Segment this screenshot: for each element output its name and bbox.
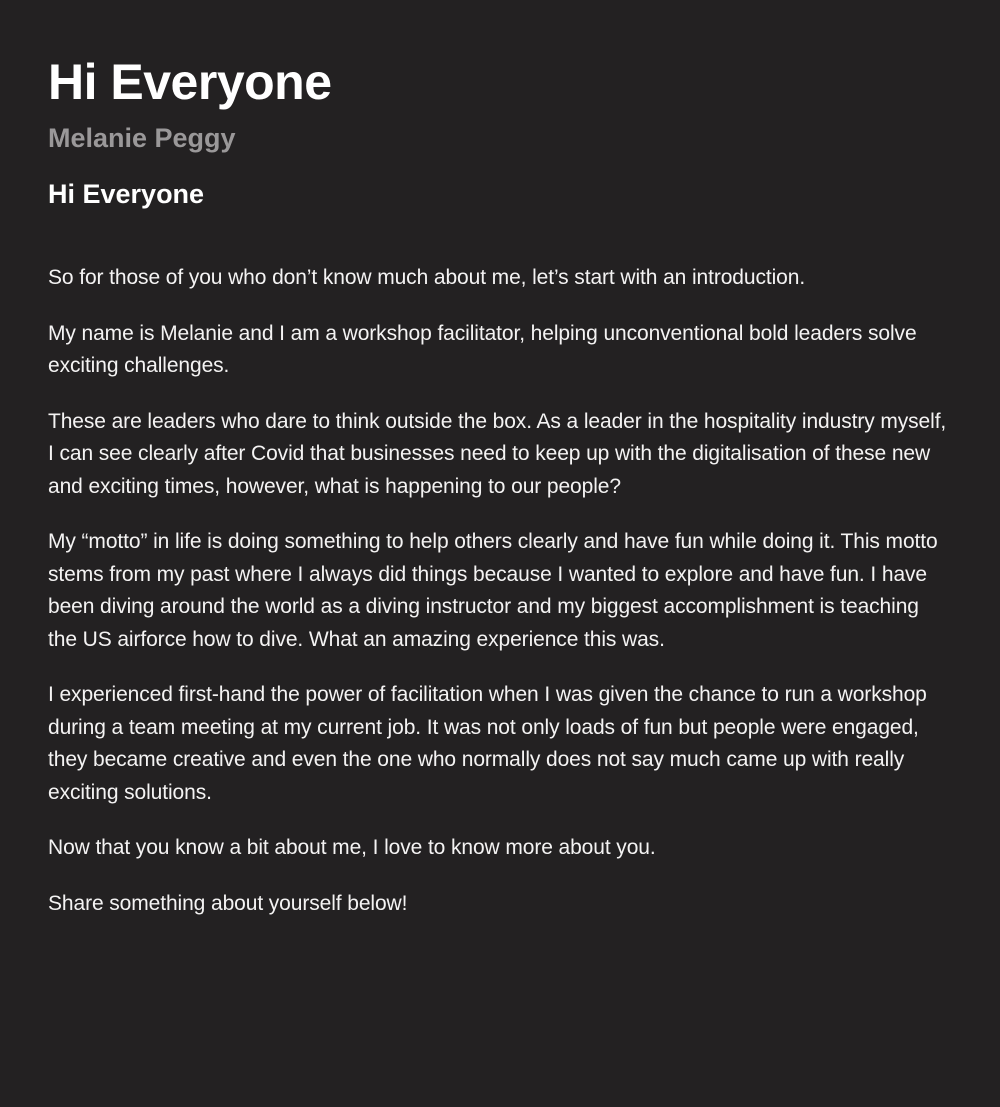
- post-title: Hi Everyone: [48, 54, 332, 110]
- post-paragraph-facilitation: I experienced first-hand the power of facilitation when I was given the chance to run a workshop during a team meeting at my current job. It was not only loads of fun but people were engaged, they became creative and even the one who normally does not say much came up with really exciting solutions.: [48, 683, 927, 804]
- post-paragraph-intro: So for those of you who don’t know much about me, let’s start with an introduction.: [48, 266, 806, 289]
- post-body: [48, 262, 952, 920]
- post-paragraph-motto: My “motto” in life is doing something to help others clearly and have fun while doing it. This motto stems from my past where I always did things because I wanted to explore and have fun. I have been diving around the world as a diving instructor and my biggest accomplishment is teaching the US airforce how to dive. What an amazing experience this was.: [48, 530, 938, 651]
- post-author: Melanie Peggy: [48, 123, 236, 153]
- post-paragraph-name: My name is Melanie and I am a workshop facilitator, helping unconventional bold leaders solve exciting challenges.: [48, 321, 917, 377]
- post-paragraph-share: Share something about yourself below!: [48, 891, 408, 915]
- post-heading: Hi Everyone: [48, 179, 205, 209]
- post-paragraph-leaders: These are leaders who dare to think outside the box. As a leader in the hospitality industry myself, I can see clearly after Covid that businesses need to keep up with the digitalisation of these new and exciting times, however, what is happening to our people?: [48, 409, 947, 498]
- post-paragraph-know-you: Now that you know a bit about me, I love to know more about you.: [48, 836, 656, 859]
